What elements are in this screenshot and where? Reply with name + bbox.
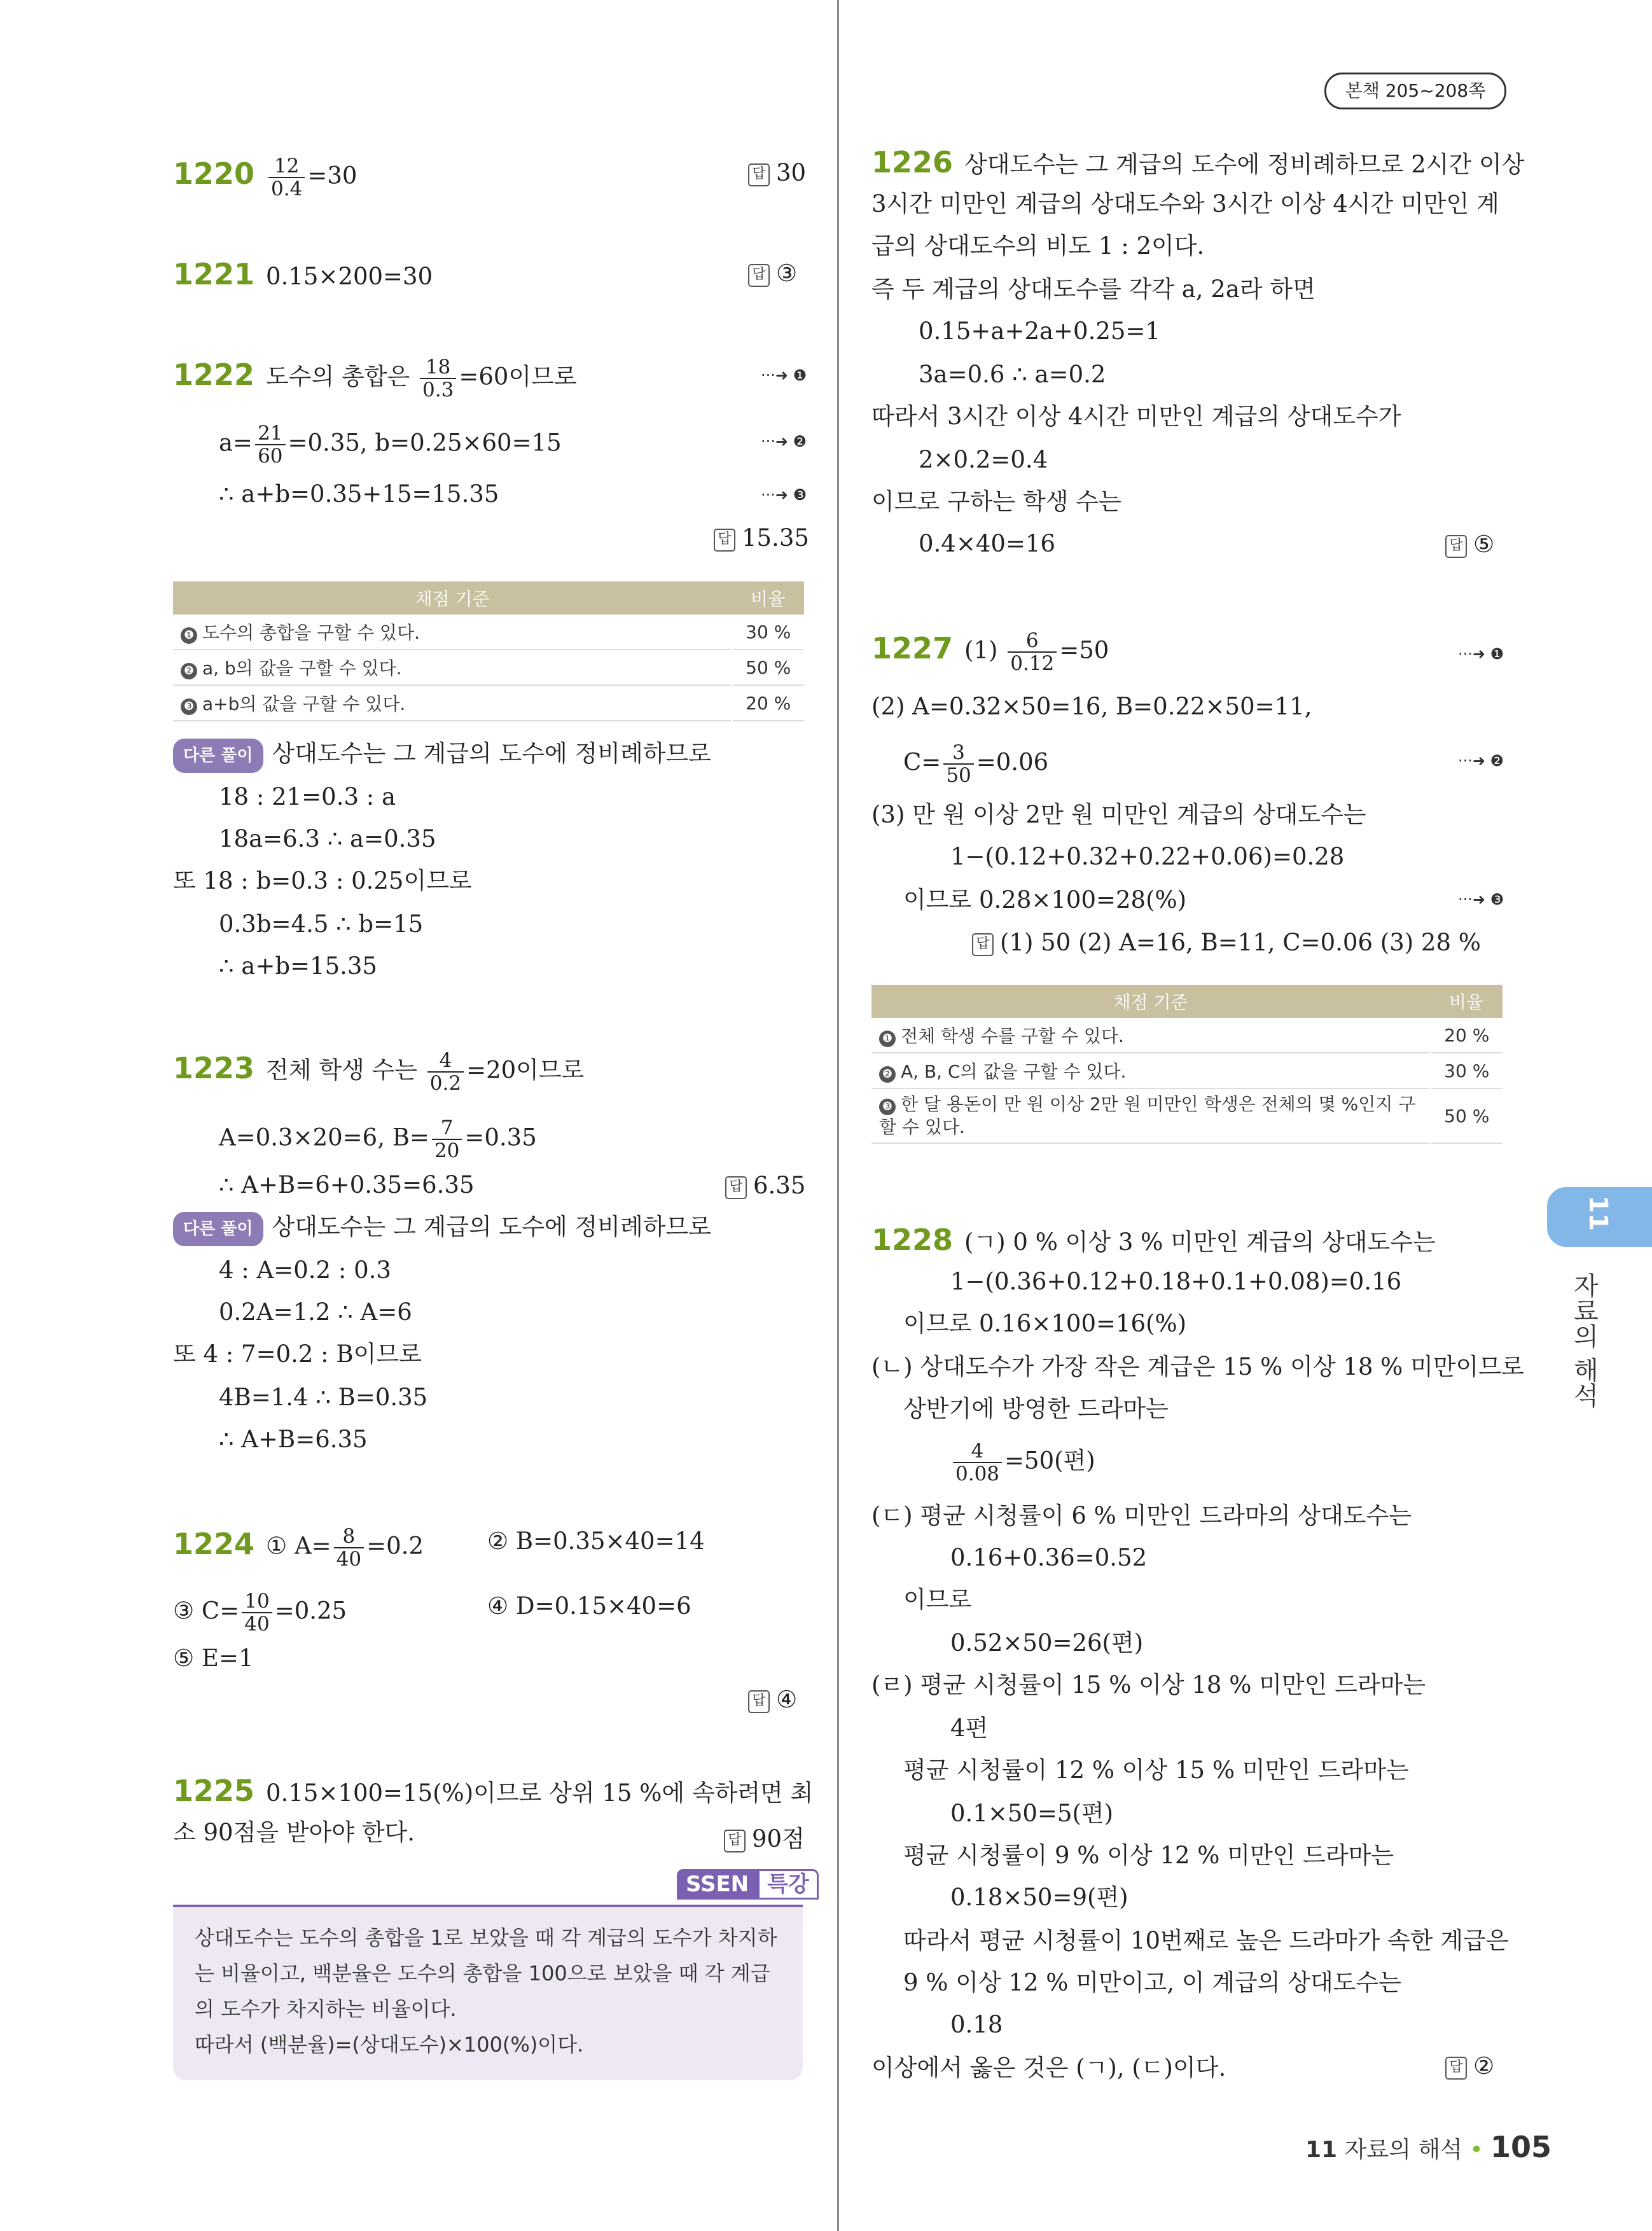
solution-line: 9 % 이상 12 % 미만이고, 이 계급의 상대도수는 — [903, 1969, 1401, 1996]
solution-line: 따라서 평균 시청률이 10번째로 높은 드라마가 속한 계급은 — [903, 1927, 1509, 1954]
problem-number: 1228 — [871, 1223, 954, 1257]
solution-line: 0.18×50=9(편) — [950, 1884, 1128, 1911]
solution-line: 이므로 0.28×100=28(%) — [903, 886, 1187, 914]
answer-icon: 답 — [714, 529, 735, 552]
fraction: $\frac{4}{0.2}$ — [427, 1050, 464, 1094]
problem-1227: 1227 (1) $\frac{6}{0.12}$ =50 — [871, 629, 1109, 675]
footer-title: 자료의 해석 — [1344, 2137, 1462, 2163]
table-header: 채점 기준 — [173, 581, 732, 615]
fraction: $\frac{3}{50}$ — [943, 742, 973, 786]
table-header: 비율 — [1430, 985, 1503, 1018]
step-mark: ···➜ ❶ — [761, 366, 807, 384]
problem-1223: 1223 전체 학생 수는 $\frac{4}{0.2}$ =20이므로 — [173, 1049, 585, 1095]
solution-line: (ㄹ) 평균 시청률이 15 % 이상 18 % 미만인 드라마는 — [871, 1671, 1426, 1699]
answer-icon: 답 — [748, 163, 770, 186]
answer: 답 6.35 — [725, 1172, 805, 1199]
answer: 답 ② — [1445, 2052, 1494, 2080]
solution-line: 1−(0.36+0.12+0.18+0.1+0.08)=0.16 — [950, 1268, 1402, 1295]
solution-line: 0.4×40=16 — [919, 530, 1056, 557]
fraction: $\frac{8}{40}$ — [334, 1526, 364, 1570]
ssen-special-tag: SSEN 특강 — [677, 1866, 819, 1898]
option: ⑤ E=1 — [173, 1644, 254, 1672]
fraction: $\frac{6}{0.12}$ — [1008, 630, 1057, 674]
alt-line: 0.2A=1.2 ∴ A=6 — [219, 1298, 412, 1326]
table-row: ❷ A, B, C의 값을 구할 수 있다. 30 % — [871, 1053, 1503, 1088]
answer-icon: 답 — [1445, 535, 1467, 558]
step-mark: ···➜ ❸ — [761, 486, 807, 504]
problem-number: 1224 — [173, 1526, 255, 1561]
problem-number: 1225 — [173, 1774, 255, 1808]
ssen-line: 따라서 (백분율)=(상대도수)×100(%)이다. — [195, 2033, 584, 2057]
solution-line: 이므로 0.16×100=16(%) — [903, 1310, 1187, 1337]
problem-1221: 1221 0.15×200=30 — [173, 257, 433, 291]
chapter-tab: 11 — [1547, 1187, 1652, 1247]
alt-line: 4 : A=0.2 : 0.3 — [219, 1256, 391, 1284]
answer-icon: 답 — [724, 1830, 746, 1852]
option: ④ D=0.15×40=6 — [487, 1592, 691, 1620]
alt-line: 4B=1.4 ∴ B=0.35 — [219, 1384, 428, 1411]
alt-line: ∴ A+B=6.35 — [219, 1426, 368, 1453]
alt-solution-1222: 다른 풀이 상대도수는 그 계급의 도수에 정비례하므로 — [173, 738, 711, 773]
table-row: ❸ a+b의 값을 구할 수 있다. 20 % — [173, 685, 804, 721]
solution-line: 2×0.2=0.4 — [919, 446, 1048, 473]
problem-number: 1227 — [871, 630, 954, 665]
answer-icon: 답 — [972, 933, 994, 956]
problem-number: 1223 — [173, 1050, 255, 1085]
problem-1228: 1228 (ㄱ) 0 % 이상 3 % 미만인 계급의 상대도수는 — [871, 1223, 1436, 1257]
solution-line: (ㄴ) 상대도수가 가장 작은 계급은 15 % 이상 18 % 미만이므로 — [871, 1353, 1524, 1380]
table-row: ❸ 한 달 용돈이 만 원 이상 2만 원 미만인 학생은 전체의 몇 %인지 구할 수 있다. 50 % — [871, 1088, 1503, 1143]
page-number: 105 — [1490, 2130, 1552, 2164]
answer: 답 15.35 — [714, 524, 809, 552]
ssen-special-box — [173, 1905, 803, 2080]
solution-line: 1−(0.12+0.32+0.22+0.06)=0.28 — [950, 843, 1345, 870]
solution-line: 3시간 미만인 계급의 상대도수와 3시간 이상 4시간 미만인 계 — [871, 190, 1499, 218]
footer-chapter: 11 — [1305, 2137, 1338, 2163]
column-divider — [837, 0, 839, 2231]
problem-1220: 1220 $\frac{12}{0.4}$ =30 — [173, 155, 357, 200]
problem-1226: 1226 상대도수는 그 계급의 도수에 정비례하므로 2시간 이상 — [871, 145, 1525, 179]
alt-line: 또 18 : b=0.3 : 0.25이므로 — [173, 867, 472, 894]
alt-solution-badge: 다른 풀이 — [173, 739, 263, 773]
answer-icon: 답 — [1445, 2057, 1467, 2080]
problem-number: 1226 — [871, 145, 954, 179]
solution-line: (3) 만 원 이상 2만 원 미만인 계급의 상대도수는 — [871, 801, 1366, 828]
table-row: ❶ 도수의 총합을 구할 수 있다. 30 % — [173, 615, 804, 650]
solution-line: 즉 두 계급의 상대도수를 각각 a, 2a라 하면 — [871, 275, 1315, 303]
solution-line: 4편 — [950, 1714, 989, 1742]
solution-line: C= $\frac{3}{50}$ =0.06 — [903, 741, 1049, 787]
fraction: $\frac{7}{20}$ — [432, 1117, 462, 1162]
solution-line: 따라서 3시간 이상 4시간 미만인 계급의 상대도수가 — [871, 403, 1401, 430]
fraction: $\frac{18}{0.3}$ — [420, 356, 456, 401]
solution-line: 급의 상대도수의 비도 1 : 2이다. — [871, 232, 1205, 260]
solution-line: 이므로 — [903, 1586, 972, 1613]
page-range-pill: 본책 205~208쪽 — [1324, 73, 1506, 109]
grading-table-1222 — [173, 581, 804, 721]
step-mark: ···➜ ❸ — [1458, 891, 1504, 908]
option: ③ C= $\frac{10}{40}$ =0.25 — [173, 1590, 347, 1636]
solution-line: $\frac{4}{0.08}$ =50(편) — [950, 1440, 1095, 1485]
solution-line: 평균 시청률이 9 % 이상 12 % 미만인 드라마는 — [903, 1842, 1394, 1869]
solution-line: 3a=0.6 ∴ a=0.2 — [919, 361, 1106, 388]
solution-line: (ㄷ) 평균 시청률이 6 % 미만인 드라마의 상대도수는 — [871, 1502, 1412, 1529]
answer: 답 30 — [748, 159, 806, 186]
alt-line: 0.3b=4.5 ∴ b=15 — [219, 910, 424, 938]
table-header: 채점 기준 — [871, 985, 1430, 1018]
solution-line: 소 90점을 받아야 한다. — [173, 1819, 415, 1846]
fraction: $\frac{10}{40}$ — [242, 1590, 272, 1635]
answer-icon: 답 — [748, 264, 770, 287]
solution-line: (2) A=0.32×50=16, B=0.22×50=11, — [871, 693, 1312, 720]
alt-line: 18a=6.3 ∴ a=0.35 — [219, 825, 436, 852]
fraction: $\frac{12}{0.4}$ — [268, 155, 305, 200]
option: ② B=0.35×40=14 — [487, 1527, 705, 1555]
solution-line: 0.1×50=5(편) — [950, 1800, 1114, 1827]
step-mark: ···➜ ❷ — [1458, 752, 1504, 770]
ssen-line: 는 비율이고, 백분율은 도수의 총합을 100으로 보았을 때 각 계급 — [195, 1961, 770, 1985]
step-mark: ···➜ ❷ — [761, 433, 807, 450]
answer: 답 ④ — [748, 1686, 797, 1713]
table-row: ❶ 전체 학생 수를 구할 수 있다. 20 % — [871, 1018, 1503, 1053]
problem-1225: 1225 0.15×100=15(%)이므로 상위 15 %에 속하려면 최 — [173, 1774, 814, 1808]
answer: 답 (1) 50 (2) A=16, B=11, C=0.06 (3) 28 % — [972, 929, 1481, 956]
solution-line: ∴ A+B=6+0.35=6.35 — [219, 1171, 475, 1199]
table-header: 비율 — [732, 581, 804, 615]
solution-line: a= $\frac{21}{60}$ =0.35, b=0.25×60=15 — [219, 422, 562, 468]
table-row: ❷ a, b의 값을 구할 수 있다. 50 % — [173, 650, 804, 685]
answer: 답 ③ — [748, 260, 797, 287]
answer: 답 90점 — [724, 1819, 805, 1854]
solution-line: 0.52×50=26(편) — [950, 1629, 1144, 1657]
answer-icon: 답 — [725, 1176, 747, 1199]
solution-line: 상반기에 방영한 드라마는 — [903, 1395, 1169, 1422]
solution-line: 0.18 — [950, 2011, 1003, 2038]
page-footer — [1305, 2130, 1551, 2164]
problem-number: 1221 — [173, 257, 255, 291]
problem-1222: 1222 도수의 총합은 $\frac{18}{0.3}$ =60이므로 — [173, 356, 577, 401]
fraction: $\frac{21}{60}$ — [255, 422, 285, 467]
answer: 답 ⑤ — [1445, 531, 1494, 558]
problem-number: 1222 — [173, 357, 255, 392]
alt-line: ∴ a+b=15.35 — [219, 952, 377, 980]
solution-line: 0.16+0.36=0.52 — [950, 1544, 1148, 1571]
solution-line: 0.15+a+2a+0.25=1 — [919, 317, 1160, 345]
alt-line: 18 : 21=0.3 : a — [219, 783, 396, 810]
grading-table-1227 — [871, 985, 1503, 1144]
problem-1224: 1224 ① A= $\frac{8}{40}$ =0.2 — [173, 1525, 424, 1571]
answer-icon: 답 — [748, 1690, 770, 1713]
alt-solution-badge: 다른 풀이 — [173, 1212, 263, 1246]
ssen-line: 상대도수는 도수의 총합을 1로 보았을 때 각 계급의 도수가 차지하 — [195, 1926, 777, 1950]
solution-line: A=0.3×20=6, B= $\frac{7}{20}$ =0.35 — [219, 1116, 537, 1162]
fraction: $\frac{4}{0.08}$ — [953, 1440, 1002, 1485]
problem-number: 1220 — [173, 156, 255, 191]
solution-line: 이상에서 옳은 것은 (ㄱ), (ㄷ)이다. — [871, 2054, 1226, 2082]
solution-line: 이므로 구하는 학생 수는 — [871, 488, 1121, 515]
step-mark: ···➜ ❶ — [1458, 645, 1504, 663]
solution-line: 평균 시청률이 12 % 이상 15 % 미만인 드라마는 — [903, 1756, 1409, 1784]
alt-line: 또 4 : 7=0.2 : B이므로 — [173, 1340, 422, 1368]
alt-solution-1223: 다른 풀이 상대도수는 그 계급의 도수에 정비례하므로 — [173, 1211, 711, 1246]
footer-separator: • — [1469, 2137, 1483, 2163]
ssen-line: 의 도수가 차지하는 비율이다. — [195, 1997, 457, 2021]
solution-line: ∴ a+b=0.35+15=15.35 — [219, 480, 499, 508]
chapter-tab-title: 자료의 해석 — [1569, 1272, 1599, 1408]
